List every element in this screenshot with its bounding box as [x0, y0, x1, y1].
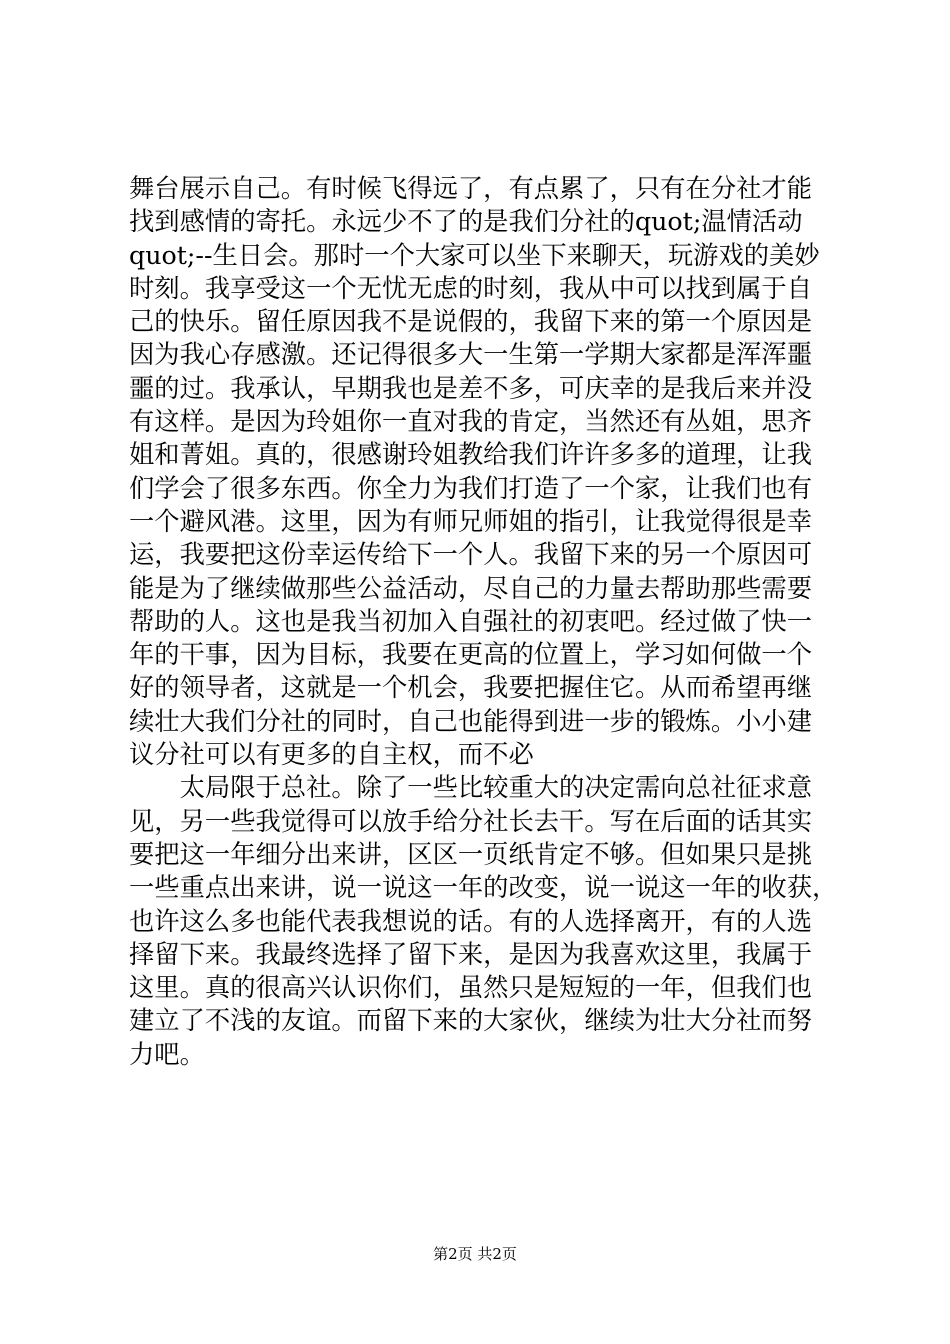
text-line: 时刻。我享受这一个无忧无虑的时刻，我从中可以找到属于自 — [129, 273, 813, 303]
text-line: 年的干事，因为目标，我要在更高的位置上，学习如何做一个 — [129, 640, 813, 670]
text-line: 因为我心存感激。还记得很多大一生第一学期大家都是浑浑噩 — [129, 340, 813, 370]
text-line: 见，另一些我觉得可以放手给分社长去干。写在后面的话其实 — [129, 806, 813, 836]
text-line: 运，我要把这份幸运传给下一个人。我留下来的另一个原因可 — [129, 540, 813, 570]
text-line: 噩的过。我承认，早期我也是差不多，可庆幸的是我后来并没 — [129, 373, 813, 403]
text-line: 这里。真的很高兴认识你们，虽然只是短短的一年，但我们也 — [129, 973, 813, 1003]
text-line: 太局限于总社。除了一些比较重大的决定需向总社征求意 — [129, 773, 813, 803]
text-line: 择留下来。我最终选择了留下来，是因为我喜欢这里，我属于 — [129, 939, 813, 969]
text-line: 好的领导者，这就是一个机会，我要把握住它。从而希望再继 — [129, 673, 813, 703]
text-line: 己的快乐。留任原因我不是说假的，我留下来的第一个原因是 — [129, 307, 813, 337]
body-text — [129, 172, 838, 1071]
text-line: 能是为了继续做那些公益活动，尽自己的力量去帮助那些需要 — [129, 573, 813, 603]
text-line: 议分社可以有更多的自主权，而不必 — [129, 740, 534, 770]
text-line: 一些重点出来讲，说一说这一年的改变，说一说这一年的收获， — [129, 873, 838, 903]
text-line: 一个避风港。这里，因为有师兄师姐的指引，让我觉得很是幸 — [129, 506, 813, 536]
text-line: 找到感情的寄托。永远少不了的是我们分社的quot;温情活动 — [129, 207, 803, 237]
page-number: 第2页 共2页 — [433, 1245, 517, 1263]
text-line: 们学会了很多东西。你全力为我们打造了一个家，让我们也有 — [129, 473, 813, 503]
page-footer — [0, 1244, 950, 1264]
text-line: 舞台展示自己。有时候飞得远了，有点累了，只有在分社才能 — [129, 174, 813, 203]
text-line: 要把这一年细分出来讲，区区一页纸肯定不够。但如果只是挑 — [129, 839, 813, 869]
text-line: 也许这么多也能代表我想说的话。有的人选择离开，有的人选 — [129, 906, 813, 936]
text-line: 有这样。是因为玲姐你一直对我的肯定，当然还有丛姐，思齐 — [129, 407, 813, 437]
text-line: 续壮大我们分社的同时，自己也能得到进一步的锻炼。小小建 — [129, 706, 813, 736]
text-line: quot;--生日会。那时一个大家可以坐下来聊天，玩游戏的美妙 — [129, 240, 820, 270]
text-line: 力吧。 — [129, 1039, 205, 1069]
text-line: 帮助的人。这也是我当初加入自强社的初衷吧。经过做了快一 — [129, 606, 813, 636]
text-line: 姐和菁姐。真的，很感谢玲姐教给我们许许多多的道理，让我 — [129, 440, 813, 470]
text-line: 建立了不浅的友谊。而留下来的大家伙，继续为壮大分社而努 — [129, 1006, 813, 1036]
